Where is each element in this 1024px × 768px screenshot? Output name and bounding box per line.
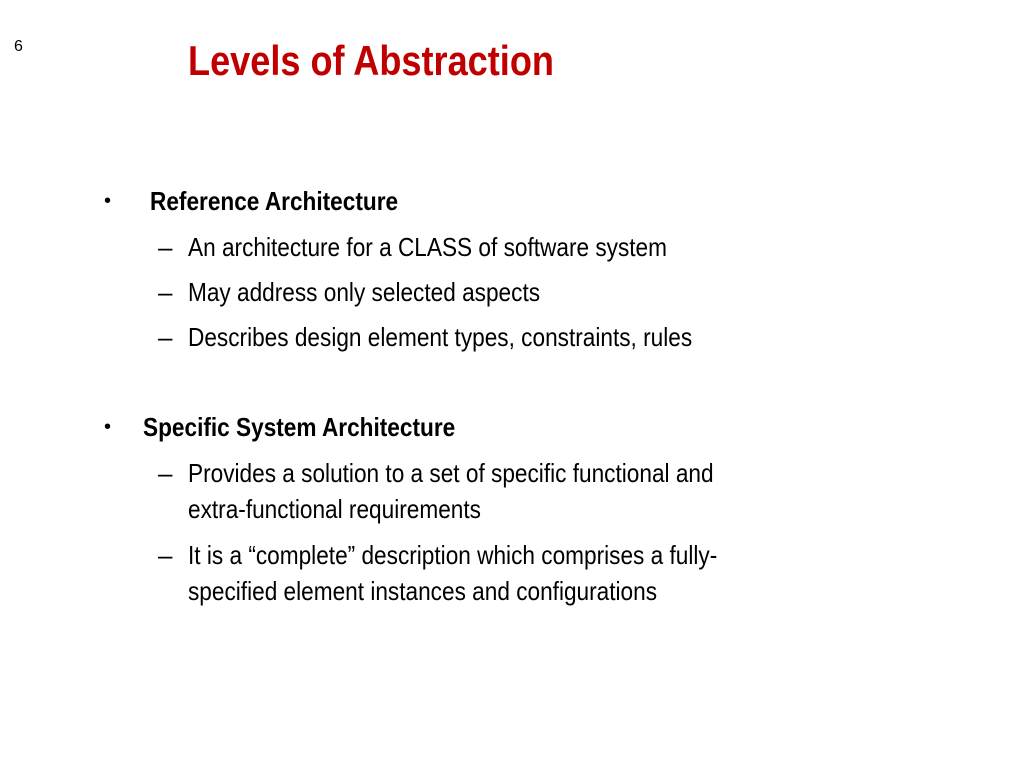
bullet-icon: • [104,190,112,212]
sub-item-line: An architecture for a CLASS of software system [188,232,667,262]
section-heading-reference-architecture: Reference Architecture [150,186,399,216]
dash-icon: – [158,322,173,352]
sub-item-line: May address only selected aspects [188,277,541,307]
section-heading-specific-system-architecture: Specific System Architecture [143,412,456,442]
bullet-icon: • [104,416,112,438]
slide-title: Levels of Abstraction [188,37,554,84]
dash-icon: – [158,458,173,488]
sub-item-line: Provides a solution to a set of specific functional and [188,458,714,488]
sub-item-line: Describes design element types, constraints, rules [188,322,693,352]
dash-icon: – [158,277,173,307]
dash-icon: – [158,232,173,262]
dash-icon: – [158,540,173,570]
slide-number: 6 [14,38,23,55]
sub-item-line-continued: specified element instances and configurations [188,576,658,606]
sub-item-line-continued: extra-functional requirements [188,494,481,524]
sub-item-line: It is a “complete” description which comprises a fully- [188,540,718,570]
